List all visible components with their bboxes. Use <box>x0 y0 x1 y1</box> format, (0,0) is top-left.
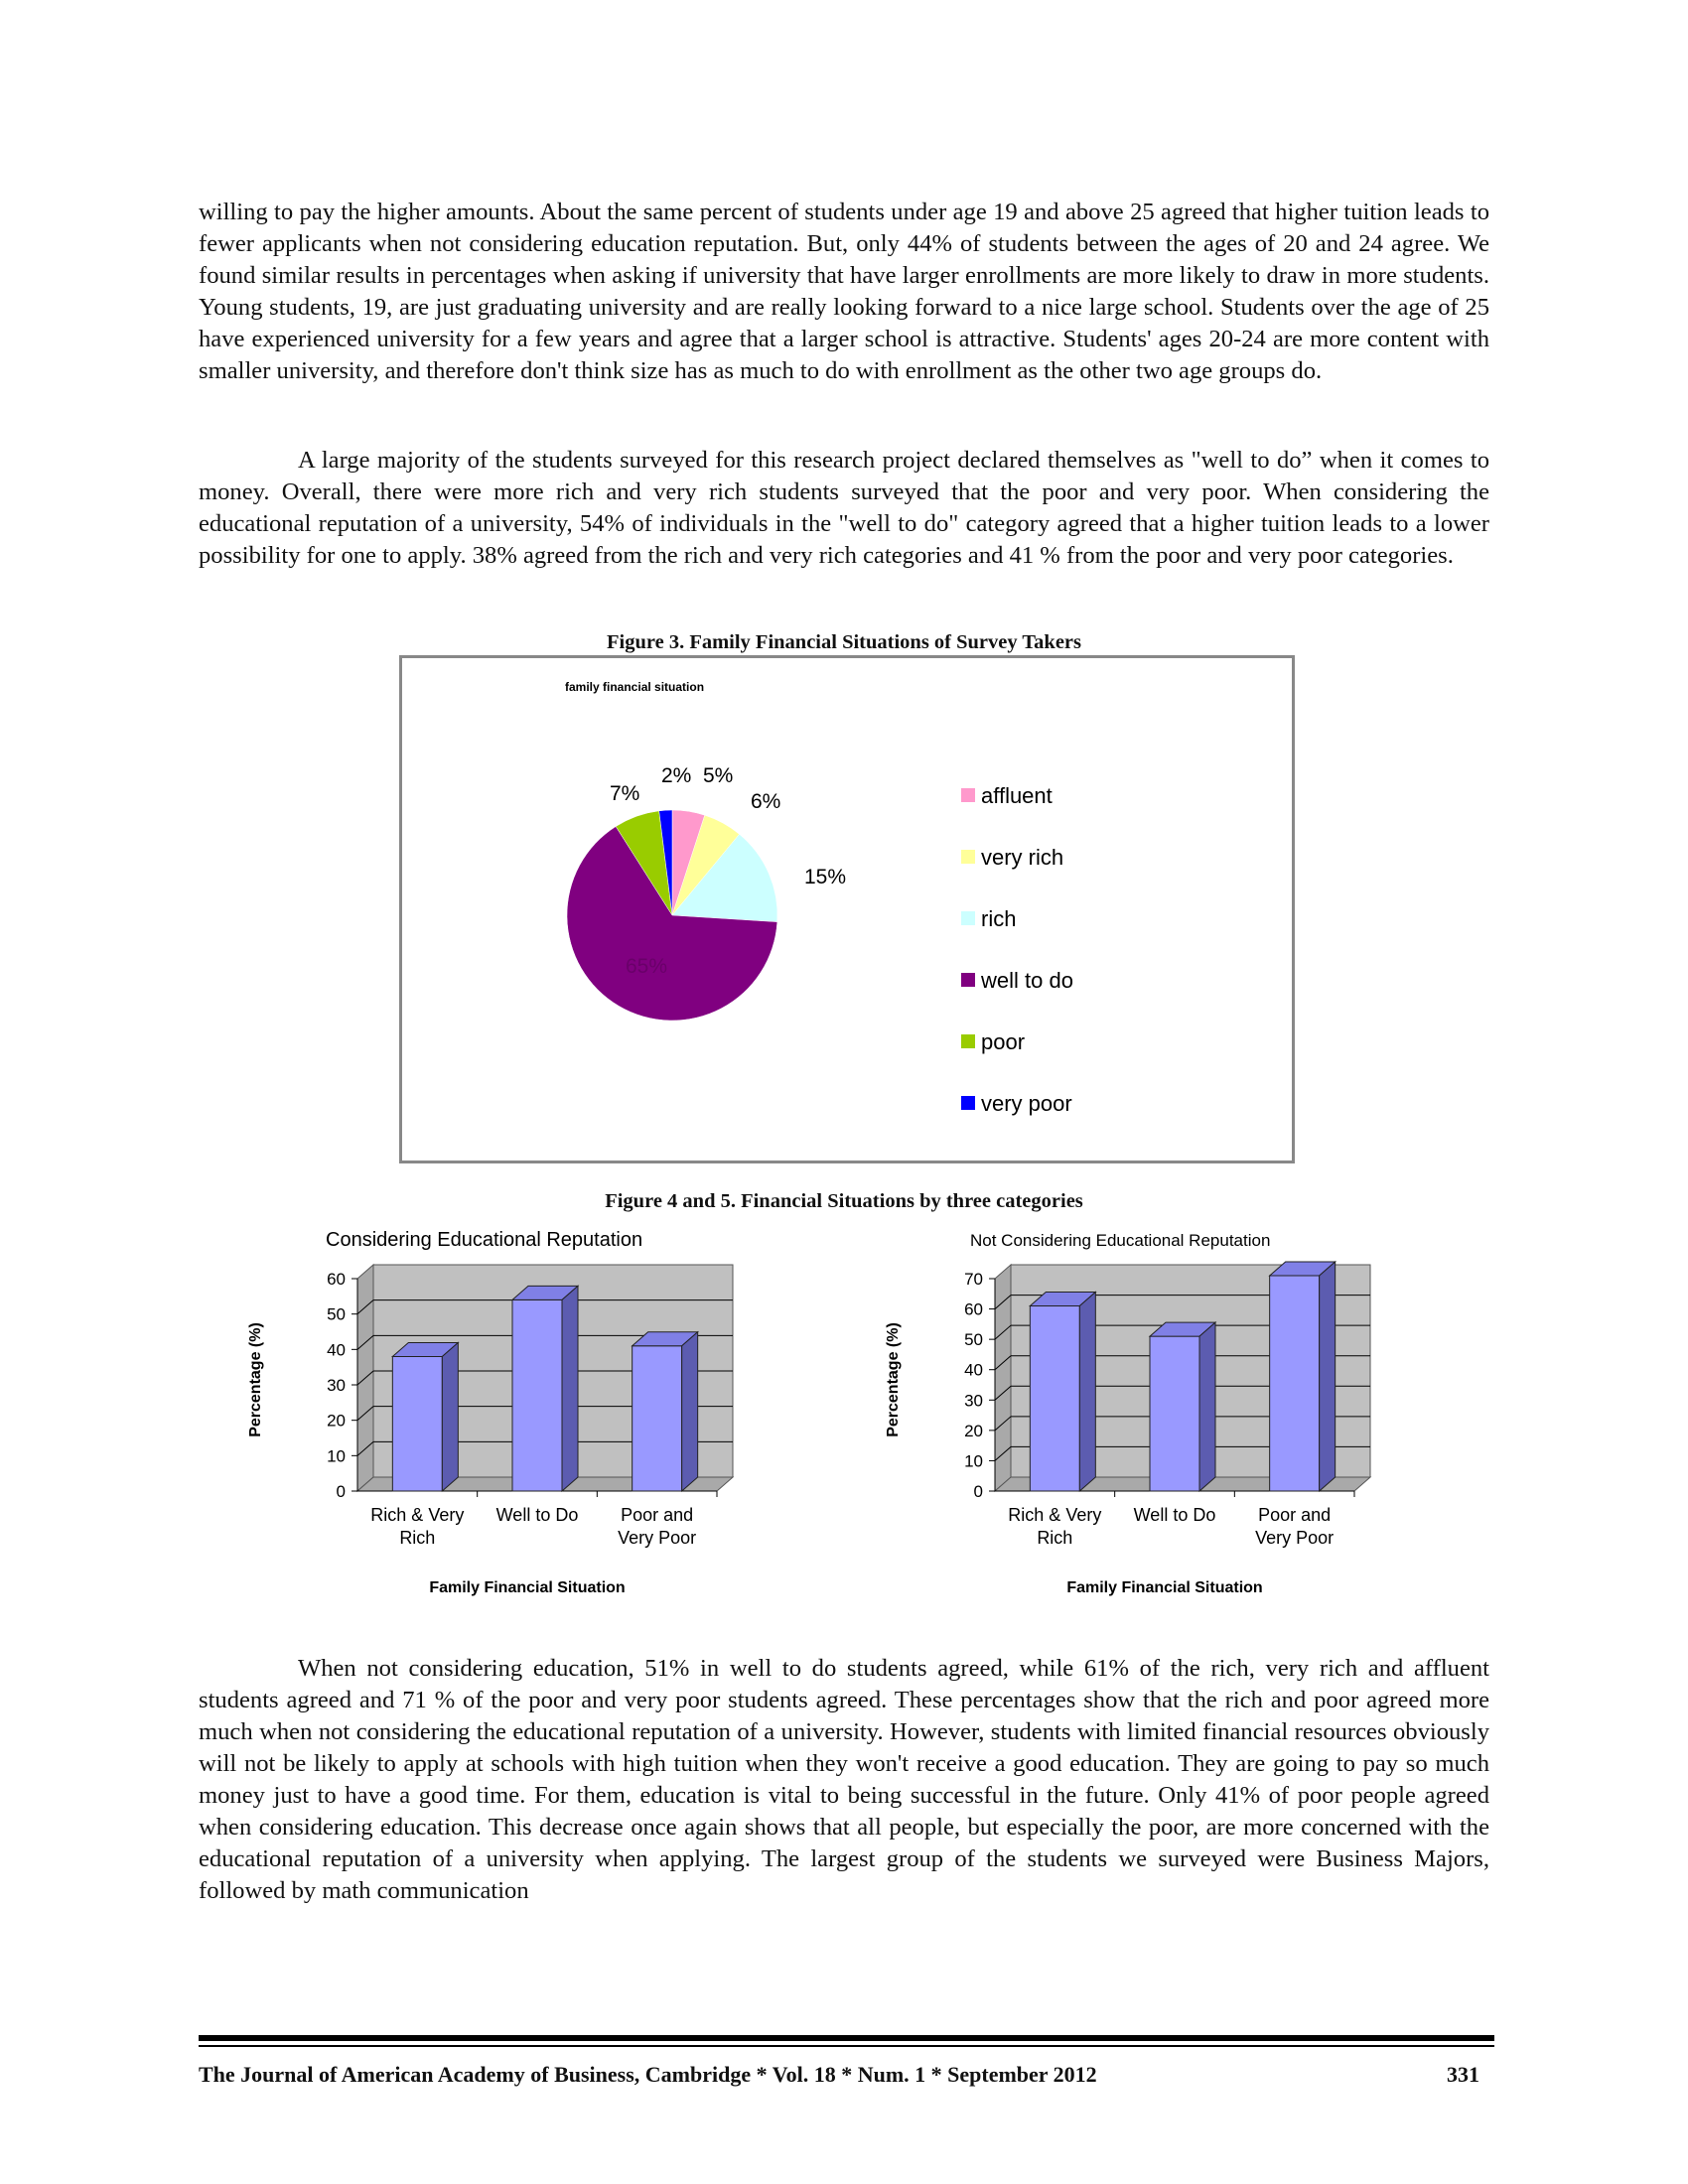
y-axis-title: Percentage (%) <box>885 1322 902 1437</box>
y-tick-label: 10 <box>964 1451 983 1471</box>
y-tick-label: 40 <box>327 1340 346 1360</box>
figure-45-caption: Figure 4 and 5. Financial Situations by three categories <box>605 1190 1083 1212</box>
y-tick-label: 50 <box>964 1330 983 1350</box>
figure-3-caption: Figure 3. Family Financial Situations of Survey Takers <box>607 631 1081 653</box>
pie-data-label: 7% <box>610 782 640 805</box>
bar-front <box>1270 1276 1320 1491</box>
pie-data-label: 15% <box>804 866 847 888</box>
bar-front <box>512 1299 562 1491</box>
paragraph-3: When not considering education, 51% in well to do students agreed, while 61% of the rich, very rich and affluent students agreed and 71 % of the poor and very poor students agreed. These percentages show that the rich and poor agreed more much when not considering the educational reputation of a university. However, students with limited financial resources obviously will not be likely to apply at schools with high tuition when they won't receive a good education. They are going to pay so much money just to have a good time. For them, education is vital to being successful in the future. Only 41% of poor people agreed when considering education. This decrease once again shows that all people, but especially the poor, are more concerned with the educational reputation of a university when applying. The largest group of the students we surveyed were Business Majors, followed by math communication <box>199 1655 1489 1904</box>
footer-rule-thin <box>199 2045 1494 2047</box>
y-tick-label: 40 <box>964 1360 983 1380</box>
y-tick-label: 50 <box>327 1304 346 1324</box>
x-tick-label: Well to Do <box>495 1505 579 1525</box>
paragraph-2: A large majority of the students surveyed for this research project declared themselves as "well to do” when it comes to money. Overall, there were more rich and very rich students surveyed that the poor and very poor. When considering the educational reputation of a university, 54% of individuals in the "well to do" category agreed that a higher tuition leads to a lower possibility for one to apply. 38% agreed from the rich and very rich categories and 41 % from the poor and very poor categories. <box>199 447 1489 569</box>
journal-citation: The Journal of American Academy of Business, Cambridge * Vol. 18 * Num. 1 * September 2012 <box>199 2062 1097 2087</box>
legend-label: well to do <box>981 968 1073 993</box>
y-tick-label: 20 <box>964 1421 983 1440</box>
y-tick-label: 30 <box>327 1376 346 1395</box>
legend-swatch <box>961 850 975 864</box>
pie-chart-title: family financial situation <box>565 680 705 694</box>
bar-side <box>442 1342 458 1491</box>
y-tick-label: 60 <box>327 1270 346 1289</box>
pie-data-label: 5% <box>703 764 734 787</box>
bar-front <box>1030 1306 1079 1491</box>
x-tick-label: Well to Do <box>1133 1505 1216 1525</box>
bar-side <box>1199 1322 1215 1491</box>
x-tick-label: Rich & Very Rich <box>1008 1505 1102 1548</box>
chart-title: Considering Educational Reputation <box>326 1229 643 1251</box>
bar-front <box>1150 1336 1199 1491</box>
y-tick-label: 20 <box>327 1411 346 1431</box>
y-tick-label: 0 <box>336 1482 346 1501</box>
figure-5-bar-chart <box>866 1221 1402 1598</box>
pie-data-label: 6% <box>751 790 781 813</box>
bar-side <box>682 1332 698 1491</box>
pie-data-label: 65% <box>626 955 668 978</box>
page-number: 331 <box>1447 2062 1479 2087</box>
footer-rule-thick <box>199 2035 1494 2041</box>
figure-4-bar-chart <box>228 1221 765 1598</box>
legend-swatch <box>961 1096 975 1110</box>
legend-label: affluent <box>981 783 1053 808</box>
bar-front <box>392 1356 442 1491</box>
paragraph-1: willing to pay the higher amounts. About the same percent of students under age 19 and above 25 agreed that higher tuition leads to fewer applicants when not considering education reputation. But, only 44% of students between the ages of 20 and 24 agree. We found similar results in percentages when asking if university that have larger enrollments are more likely to draw in more students. Young students, 19, are just graduating university and are really looking forward to a nice large school. Students over the age of 25 have experienced university for a few years and agree that a larger school is attractive. Students' ages 20-24 are more content with smaller university, and therefore don't think size has as much to do with enrollment as the other two age groups do. <box>199 199 1489 384</box>
figure-3-pie-chart <box>399 655 1295 1163</box>
y-tick-label: 30 <box>964 1391 983 1411</box>
x-tick-label: Poor and Very Poor <box>1255 1505 1335 1548</box>
x-tick-label: Rich & Very Rich <box>370 1505 465 1548</box>
x-axis-title: Family Financial Situation <box>1066 1579 1263 1596</box>
legend-swatch <box>961 911 975 925</box>
y-tick-label: 70 <box>964 1270 983 1289</box>
legend-swatch <box>961 788 975 802</box>
y-tick-label: 60 <box>964 1299 983 1319</box>
legend-label: very poor <box>981 1091 1072 1116</box>
chart-side-wall <box>995 1265 1011 1491</box>
legend-label: rich <box>981 906 1017 931</box>
legend-label: very rich <box>981 845 1064 870</box>
page-footer <box>199 2062 1479 2088</box>
chart-title: Not Considering Educational Reputation <box>970 1231 1271 1250</box>
y-axis-title: Percentage (%) <box>247 1322 264 1437</box>
legend-swatch <box>961 973 975 987</box>
bar-side <box>1320 1262 1336 1491</box>
bar-side <box>562 1286 578 1491</box>
x-axis-title: Family Financial Situation <box>429 1579 626 1596</box>
bar-side <box>1079 1293 1095 1491</box>
x-tick-label: Poor and Very Poor <box>618 1505 697 1548</box>
y-tick-label: 0 <box>973 1482 983 1501</box>
y-tick-label: 10 <box>327 1446 346 1466</box>
legend-swatch <box>961 1034 975 1048</box>
bar-front <box>633 1346 682 1491</box>
pie-data-label: 2% <box>661 764 692 787</box>
legend-label: poor <box>981 1029 1026 1054</box>
